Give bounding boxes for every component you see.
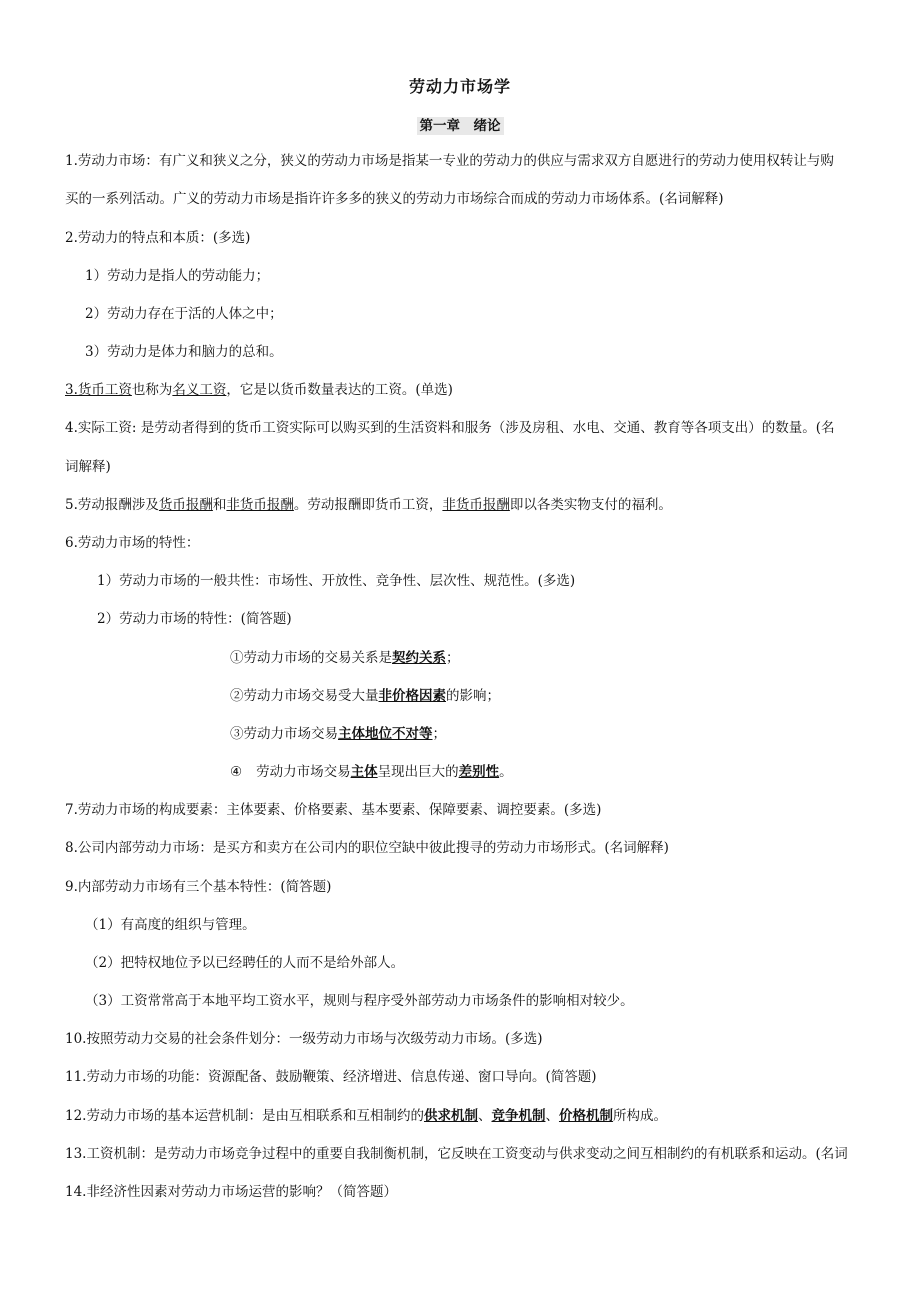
item-5-intro: 5.劳动报酬涉及 [65,497,159,513]
item-6-point-3 [230,724,446,744]
item-6-point-3-keyword: 主体地位不对等 [338,726,433,742]
item-6-point-2-text: ②劳动力市场交易受大量 [230,688,379,704]
item-6-point-1 [230,648,460,668]
item-5 [65,495,672,515]
item-6-point-1-keyword: 契约关系 [392,650,446,666]
item-12-sep-1: 、 [477,1108,492,1124]
item-6-sub-2: 2）劳动力市场的特性：(简答题) [97,611,292,627]
item-6-point-1-end: ； [446,650,460,666]
item-14: 14.非经济性因素对劳动力市场运营的影响？（简答题） [65,1184,397,1200]
item-9: 9.内部劳动力市场有三个基本特性：(简答题) [65,879,332,895]
item-5-and: 和 [212,497,227,513]
item-6-point-4-middle: 呈现出巨大的 [377,764,459,780]
item-5-rest: 即以各类实物支付的福利。 [509,497,672,513]
item-5-middle: 。劳动报酬即货币工资， [293,497,443,513]
chapter-heading-text: 第一章 绪论 [417,117,504,135]
item-3-keyword: 名义工资 [172,382,227,398]
item-12-sep-2: 、 [545,1108,559,1124]
item-6-point-4-end: 。 [499,764,513,780]
item-11: 11.劳动力市场的功能：资源配备、鼓励鞭策、经济增进、信息传递、窗口导向。(简答题) [65,1069,597,1085]
item-5-keyword-3: 非货币报酬 [442,497,510,513]
item-6-point-4-keyword-2: 差别性 [458,764,500,780]
item-6: 6.劳动力市场的特性： [65,535,200,551]
item-12-keyword-2: 竞争机制 [491,1108,546,1124]
item-9-sub-3: （3）工资常常高于本地平均工资水平，规则与程序受外部劳动力市场条件的影响相对较少。 [85,993,634,1009]
item-6-point-2 [230,686,500,706]
item-12-rest: 所构成。 [612,1108,667,1124]
item-12-keyword-3: 价格机制 [558,1108,613,1124]
item-2-sub-1: 1）劳动力是指人的劳动能力； [85,268,270,284]
item-6-sub-1: 1）劳动力市场的一般共性：市场性、开放性、竞争性、层次性、规范性。(多选) [97,573,576,589]
item-2-sub-3: 3）劳动力是体力和脑力的总和。 [85,344,283,360]
item-6-point-4 [230,762,513,782]
item-6-point-3-end: ； [432,726,446,742]
item-3 [65,380,453,400]
item-6-point-1-text: ①劳动力市场的交易关系是 [230,650,392,666]
item-6-point-2-keyword: 非价格因素 [378,688,446,704]
item-6-point-4-number: ④ [230,764,243,780]
item-2-sub-2: 2）劳动力存在于活的人体之中； [85,306,283,322]
item-3-term: 3.货币工资 [65,382,132,398]
item-3-connector: 也称为 [131,382,173,398]
item-5-keyword-1: 货币报酬 [158,497,213,513]
item-12-intro: 12.劳动力市场的基本运营机制：是由互相联系和互相制约的 [65,1108,424,1124]
item-13: 13.工资机制：是劳动力市场竞争过程中的重要自我制衡机制，它反映在工资变动与供求变动之间互相制约的有机联系和运动。(名词 [65,1146,848,1162]
item-4-line-1: 4.实际工资: 是劳动者得到的货币工资实际可以购买到的生活资料和服务（涉及房租、水电、交通、教育等各项支出）的数量。(名 [65,420,835,436]
item-12-keyword-1: 供求机制 [423,1108,478,1124]
document-title: 劳动力市场学 [408,77,511,96]
chapter-heading [0,114,920,134]
item-6-point-4-text: 劳动力市场交易 [256,764,351,780]
item-12 [65,1106,667,1126]
item-6-point-4-keyword-1: 主体 [350,764,378,780]
item-1-line-2: 买的一系列活动。广义的劳动力市场是指许许多多的狭义的劳动力市场综合而成的劳动力市场体系。(名词解释) [65,191,724,207]
item-7: 7.劳动力市场的构成要素：主体要素、价格要素、基本要素、保障要素、调控要素。(多选) [65,802,602,818]
item-8: 8.公司内部劳动力市场：是买方和卖方在公司内的职位空缺中彼此搜寻的劳动力市场形式。(名词解释) [65,840,669,856]
item-6-point-3-text: ③劳动力市场交易 [230,726,338,742]
item-1-line-1: 1.劳动力市场：有广义和狭义之分，狭义的劳动力市场是指某一专业的劳动力的供应与需求双方自愿进行的劳动力使用权转让与购 [65,153,834,169]
item-5-keyword-2: 非货币报酬 [226,497,294,513]
item-6-point-2-end: 的影响； [446,688,500,704]
item-9-sub-2: （2）把特权地位予以已经聘任的人而不是给外部人。 [85,955,405,971]
item-3-rest: ，它是以货币数量表达的工资。(单选) [226,382,453,398]
item-10: 10.按照劳动力交易的社会条件划分：一级劳动力市场与次级劳动力市场。(多选) [65,1031,543,1047]
item-9-sub-1: （1）有高度的组织与管理。 [85,917,256,933]
item-4-line-2: 词解释) [65,459,111,475]
item-2: 2.劳动力的特点和本质：(多选) [65,230,251,246]
